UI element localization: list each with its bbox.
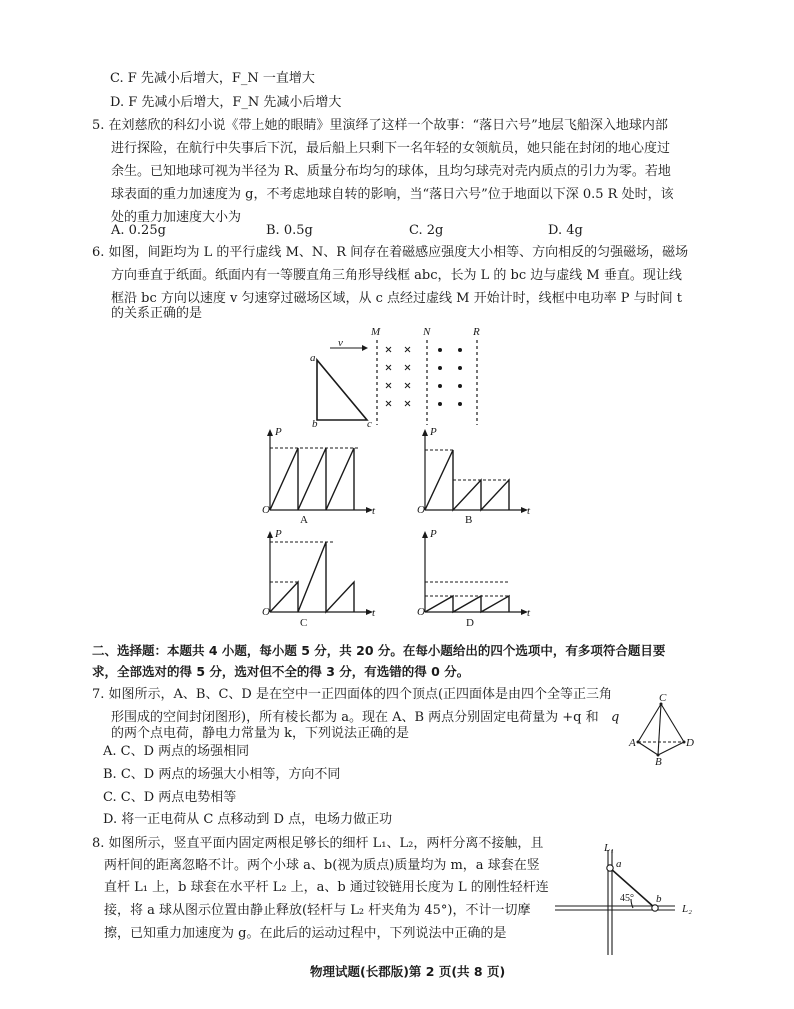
q7-charge-mark: q	[611, 710, 620, 725]
graph-a	[258, 428, 378, 516]
graph-c-o: O	[262, 606, 270, 618]
q5-line-2: 进行探险，在航行中失事后下沉，最后船上只剩下一名年轻的女领航员，她只能在封闭的地心度过	[111, 141, 671, 156]
graph-b-o: O	[417, 504, 425, 516]
tetrahedron-figure	[630, 700, 690, 762]
graph-c	[258, 530, 378, 618]
tetra-label-c: C	[659, 692, 667, 704]
label-m: M	[371, 326, 381, 338]
graph-d-o: O	[417, 606, 425, 618]
q8-line-5: 擦，已知重力加速度为 g。在此后的运动过程中，下列说法中正确的是	[104, 926, 507, 941]
q5-option-d: D. 4g	[548, 223, 583, 238]
label-b: b	[312, 418, 318, 430]
q6-line-1: 6. 如图，间距均为 L 的平行虚线 M、N、R 间存在着磁感应强度大小相等、方向相反的匀强磁场，磁场	[92, 245, 689, 260]
tetra-label-b: B	[655, 756, 662, 768]
graph-c-p: P	[275, 528, 282, 540]
q8-line-2: 两杆间的距离忽略不计。两个小球 a、b(视为质点)质量均为 m，a 球套在竖	[104, 858, 540, 873]
option-d-prev: D. F 先减小后增大，F_N 先减小后增大	[110, 95, 342, 110]
q7-line-3: 的两个点电荷，静电力常量为 k，下列说法正确的是	[111, 726, 410, 741]
graph-b	[413, 428, 533, 516]
section2-header-line2: 求，全部选对的得 5 分，选对但不全的得 3 分，有选错的得 0 分。	[92, 664, 470, 679]
graph-c-t: t	[372, 607, 376, 619]
q5-line-4: 球表面的重力加速度为 g，不考虑地球自转的影响，当“落日六号”位于地面以下深 0.5 R 处时，该	[111, 187, 674, 202]
option-c-prev: C. F 先减小后增大，F_N 一直增大	[110, 71, 315, 86]
q6-field-figure	[300, 325, 500, 430]
rod-label-l1: L₁	[604, 842, 614, 854]
ball-label-b: b	[656, 893, 662, 905]
q6-line-3: 框沿 bc 方向以速度 v 匀速穿过磁场区域，从 c 点经过虚线 M 开始计时，线框中电功率 P 与时间 t	[111, 291, 682, 306]
q5-option-c: C. 2g	[409, 223, 444, 238]
graph-a-o: O	[262, 504, 270, 516]
label-v: v	[338, 337, 343, 349]
section2-header-line1: 二、选择题：本题共 4 小题，每小题 5 分，共 20 分。在每小题给出的四个选项中，有多项符合题目要	[92, 643, 666, 658]
q8-line-1: 8. 如图所示，竖直平面内固定两根足够长的细杆 L₁、L₂，两杆分离不接触，且	[92, 836, 544, 851]
graph-b-p: P	[430, 426, 437, 438]
label-c: c	[367, 418, 372, 430]
tetra-label-a: A	[629, 737, 636, 749]
graph-a-label: A	[300, 514, 308, 526]
q5-line-1: 5. 在刘慈欣的科幻小说《带上她的眼睛》里演绎了这样一个故事：“落日六号”地层飞船深入地球内部	[92, 118, 668, 133]
q8-line-3: 直杆 L₁ 上，b 球套在水平杆 L₂ 上，a、b 通过铰链用长度为 L 的刚性轻杆连	[104, 880, 549, 895]
q7-option-d: D. 将一正电荷从 C 点移动到 D 点，电场力做正功	[103, 812, 393, 827]
q6-line-2: 方向垂直于纸面。纸面内有一等腰直角三角形导线框 abc，长为 L 的 bc 边与虚线 M 垂直。现让线	[111, 268, 682, 283]
graph-a-t: t	[372, 505, 376, 517]
field-into-page	[386, 347, 410, 406]
q8-line-4: 接，将 a 球从图示位置由静止释放(轻杆与 L₂ 杆夹角为 45°)，不计一切摩	[104, 903, 531, 918]
q5-option-b: B. 0.5g	[266, 223, 313, 238]
q7-option-c: C. C、D 两点电势相等	[103, 790, 237, 805]
q5-line-3: 余生。已知地球可视为半径为 R、质量分布均匀的球体，且均匀球壳对壳内质点的引力为零。若地	[111, 164, 671, 179]
q5-line-5: 处的重力加速度大小为	[111, 210, 242, 225]
graph-c-label: C	[300, 617, 308, 629]
q5-option-a: A. 0.25g	[111, 223, 166, 238]
graph-d-p: P	[430, 528, 437, 540]
tetra-label-d: D	[686, 737, 694, 749]
graph-d-label: D	[466, 617, 474, 629]
graph-b-t: t	[527, 505, 531, 517]
angle-label: 45°	[620, 893, 634, 904]
q7-option-a: A. C、D 两点的场强相同	[103, 744, 250, 759]
graph-a-p: P	[275, 426, 282, 438]
rod-label-l2: L₂	[682, 903, 692, 915]
graph-b-label: B	[465, 514, 473, 526]
graph-d-t: t	[527, 607, 531, 619]
q6-line-4: 的关系正确的是	[111, 306, 203, 321]
field-out-of-page	[438, 348, 462, 406]
ball-label-a: a	[616, 858, 622, 870]
triangle-frame	[317, 360, 367, 420]
label-a: a	[310, 352, 316, 364]
q7-line-1: 7. 如图所示，A、B、C、D 是在空中一正四面体的四个顶点(正四面体是由四个全等正三角	[92, 687, 613, 702]
page-footer: 物理试题(长郡版)第 2 页(共 8 页)	[310, 964, 506, 979]
graph-d	[413, 530, 533, 618]
label-r: R	[473, 326, 480, 338]
q7-line-2: 形围成的空间封闭图形)，所有棱长都为 a。现在 A、B 两点分别固定电荷量为 +q 和	[111, 710, 599, 725]
label-n: N	[423, 326, 431, 338]
q7-option-b: B. C、D 两点的场强大小相等，方向不同	[103, 767, 341, 782]
